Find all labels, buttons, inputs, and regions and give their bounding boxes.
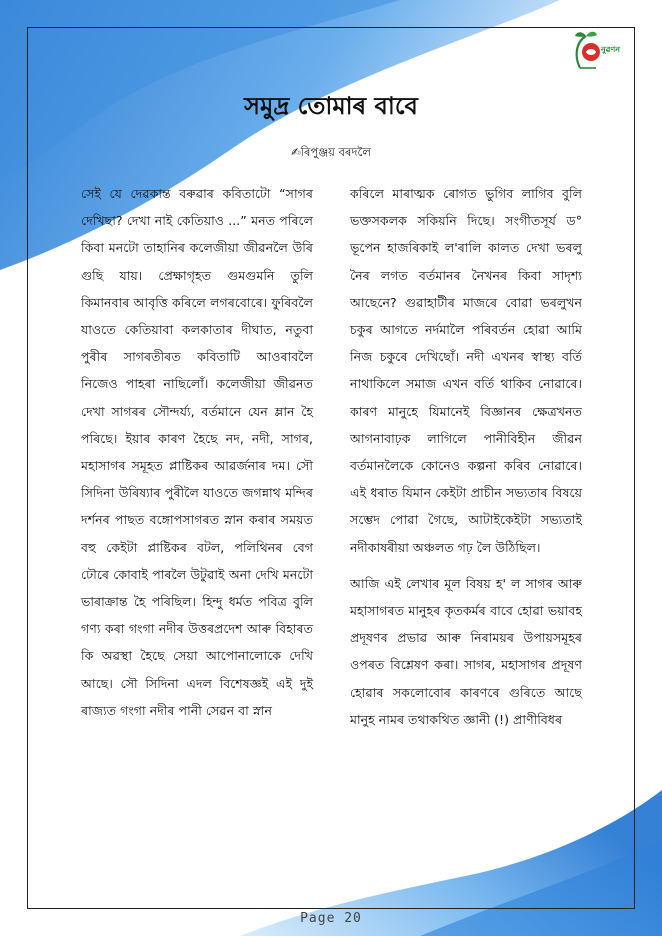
left-column <box>81 180 313 724</box>
article-author: ✍ৰিপুঞ্জয় বৰদলৈ <box>291 145 371 159</box>
logo-text: নুৱণন <box>601 45 621 54</box>
page-number: Page 20 <box>300 911 362 926</box>
article-title: সমুদ্ৰ তোমাৰ বাবে <box>244 92 418 120</box>
paragraph: আজি এই লেখাৰ মূল বিষয় হ' ল সাগৰ আৰু মহাসাগৰত মানুহৰ কৃতকৰ্মৰ বাবে হোৱা ভয়াবহ প্ৰদূষণৰ প্ৰভাৱ আৰু নিৰাময়ৰ উপায়সমূহৰ ওপৰত বিশ্লেষণ কৰা। সাগৰ, মহাসাগৰ প্ৰদূষণ হোৱাৰ সকলোবোৰ কাৰণৰে গুৰিতে আছে মানুহ নামৰ তথাকথিত জ্ঞানী (!) প্ৰাণীবিধৰ <box>350 575 582 727</box>
paragraph: কৰিলে মাৰাত্মক ৰোগত ভুগিব লাগিব বুলি ভক্তসকলক সকিয়নি দিছে। সংগীতসূৰ্য ড° ভূপেন হাজৰিকাই ল'ৰালি কালত দেখা ভৰলু নৈৰ লগত বৰ্তমানৰ নৈখনৰ কিবা সাদৃশ্য আছেনে? গুৱাহাটীৰ মাজৰে বোৱা ভৰলুখন চকুৰ আগতে নৰ্দমালৈ পৰিবৰ্তন হোৱা আমি নিজ চকুৰে দেখিছোঁ। নদী এখনৰ স্বাস্থ্য বৰ্তি নাথাকিলে সমাজ এখন বৰ্তি থাকিব নোৱাৰে। কাৰণ মানুহে যিমানেই বিজ্ঞানৰ ক্ষেত্ৰখনত আগনাবাঢ়ক লাগিলে পানীবিহীন জীৱন বৰ্তমানলৈকে কোনেও কল্পনা কৰিব নোৱাৰে। এই ধৰাত যিমান কেইটা প্ৰাচীন সভ্যতাৰ বিষয়ে সম্ভেদ পোৱা গৈছে, আটাইকেইটা সভ্যতাই নদীকাষৰীয়া অঞ্চলত গঢ় লৈ উঠিছিল। <box>350 186 582 555</box>
paragraph: সেই যে দেৱকান্ত বৰুৱাৰ কবিতাটো “সাগৰ দেখিছা? দেখা নাই কেতিয়াও ...” মনত পৰিলে কিবা মনটো তাহানিৰ কলেজীয়া জীৱনলৈ উৰি গুছি যায়। প্ৰেক্ষাগৃহত গুমগুমনি তুলি কিমানবাৰ আবৃত্তি কৰিলে লগৰবোৰে। ফুৰিবলৈ যাওতে কেতিয়াবা কলকাতাৰ দীঘাত, নতুবা পুৰীৰ সাগৰতীৰত কবিতাটি আওৰাবলৈ নিজেও পাহৰা নাছিলোঁ। কলেজীয়া জীৱনত দেখা সাগৰৰ সৌন্দৰ্য্য, বৰ্তমানে যেন ম্লান হৈ পৰিছে। ইয়াৰ কাৰণ হৈছে নদ, নদী, সাগৰ, মহাসাগৰ সমূহত প্লাষ্টিকৰ আৱৰ্জনাৰ দম। সৌ সিদিনা উৰিষ্যাৰ পুৰীলৈ যাওতে জগন্নাথ মন্দিৰ দৰ্শনৰ পাছত বঙ্গোপসাগৰত স্নান কৰাৰ সময়ত বহু কেইটা প্লাষ্টিকৰ বটল, পলিথিনৰ বেগ ঢৌৰে কোবাই পাৰলৈ উটুৱাই অনা দেখি মনটো ভাৰাক্ৰান্ত হৈ পৰিছিল। হিন্দু ধৰ্মত পবিত্ৰ বুলি গণ্য কৰা গংগা নদীৰ উত্তৰপ্ৰদেশ আৰু বিহাৰত কি অৱস্থা হৈছে সেয়া আপোনালোকে দেখি আছে। সৌ সিদিনা এদল বিশেষজ্ঞই এই দুই ৰাজ্যত গংগা নদীৰ পানী সেৱন বা স্নান <box>81 186 313 718</box>
right-column <box>350 180 582 733</box>
